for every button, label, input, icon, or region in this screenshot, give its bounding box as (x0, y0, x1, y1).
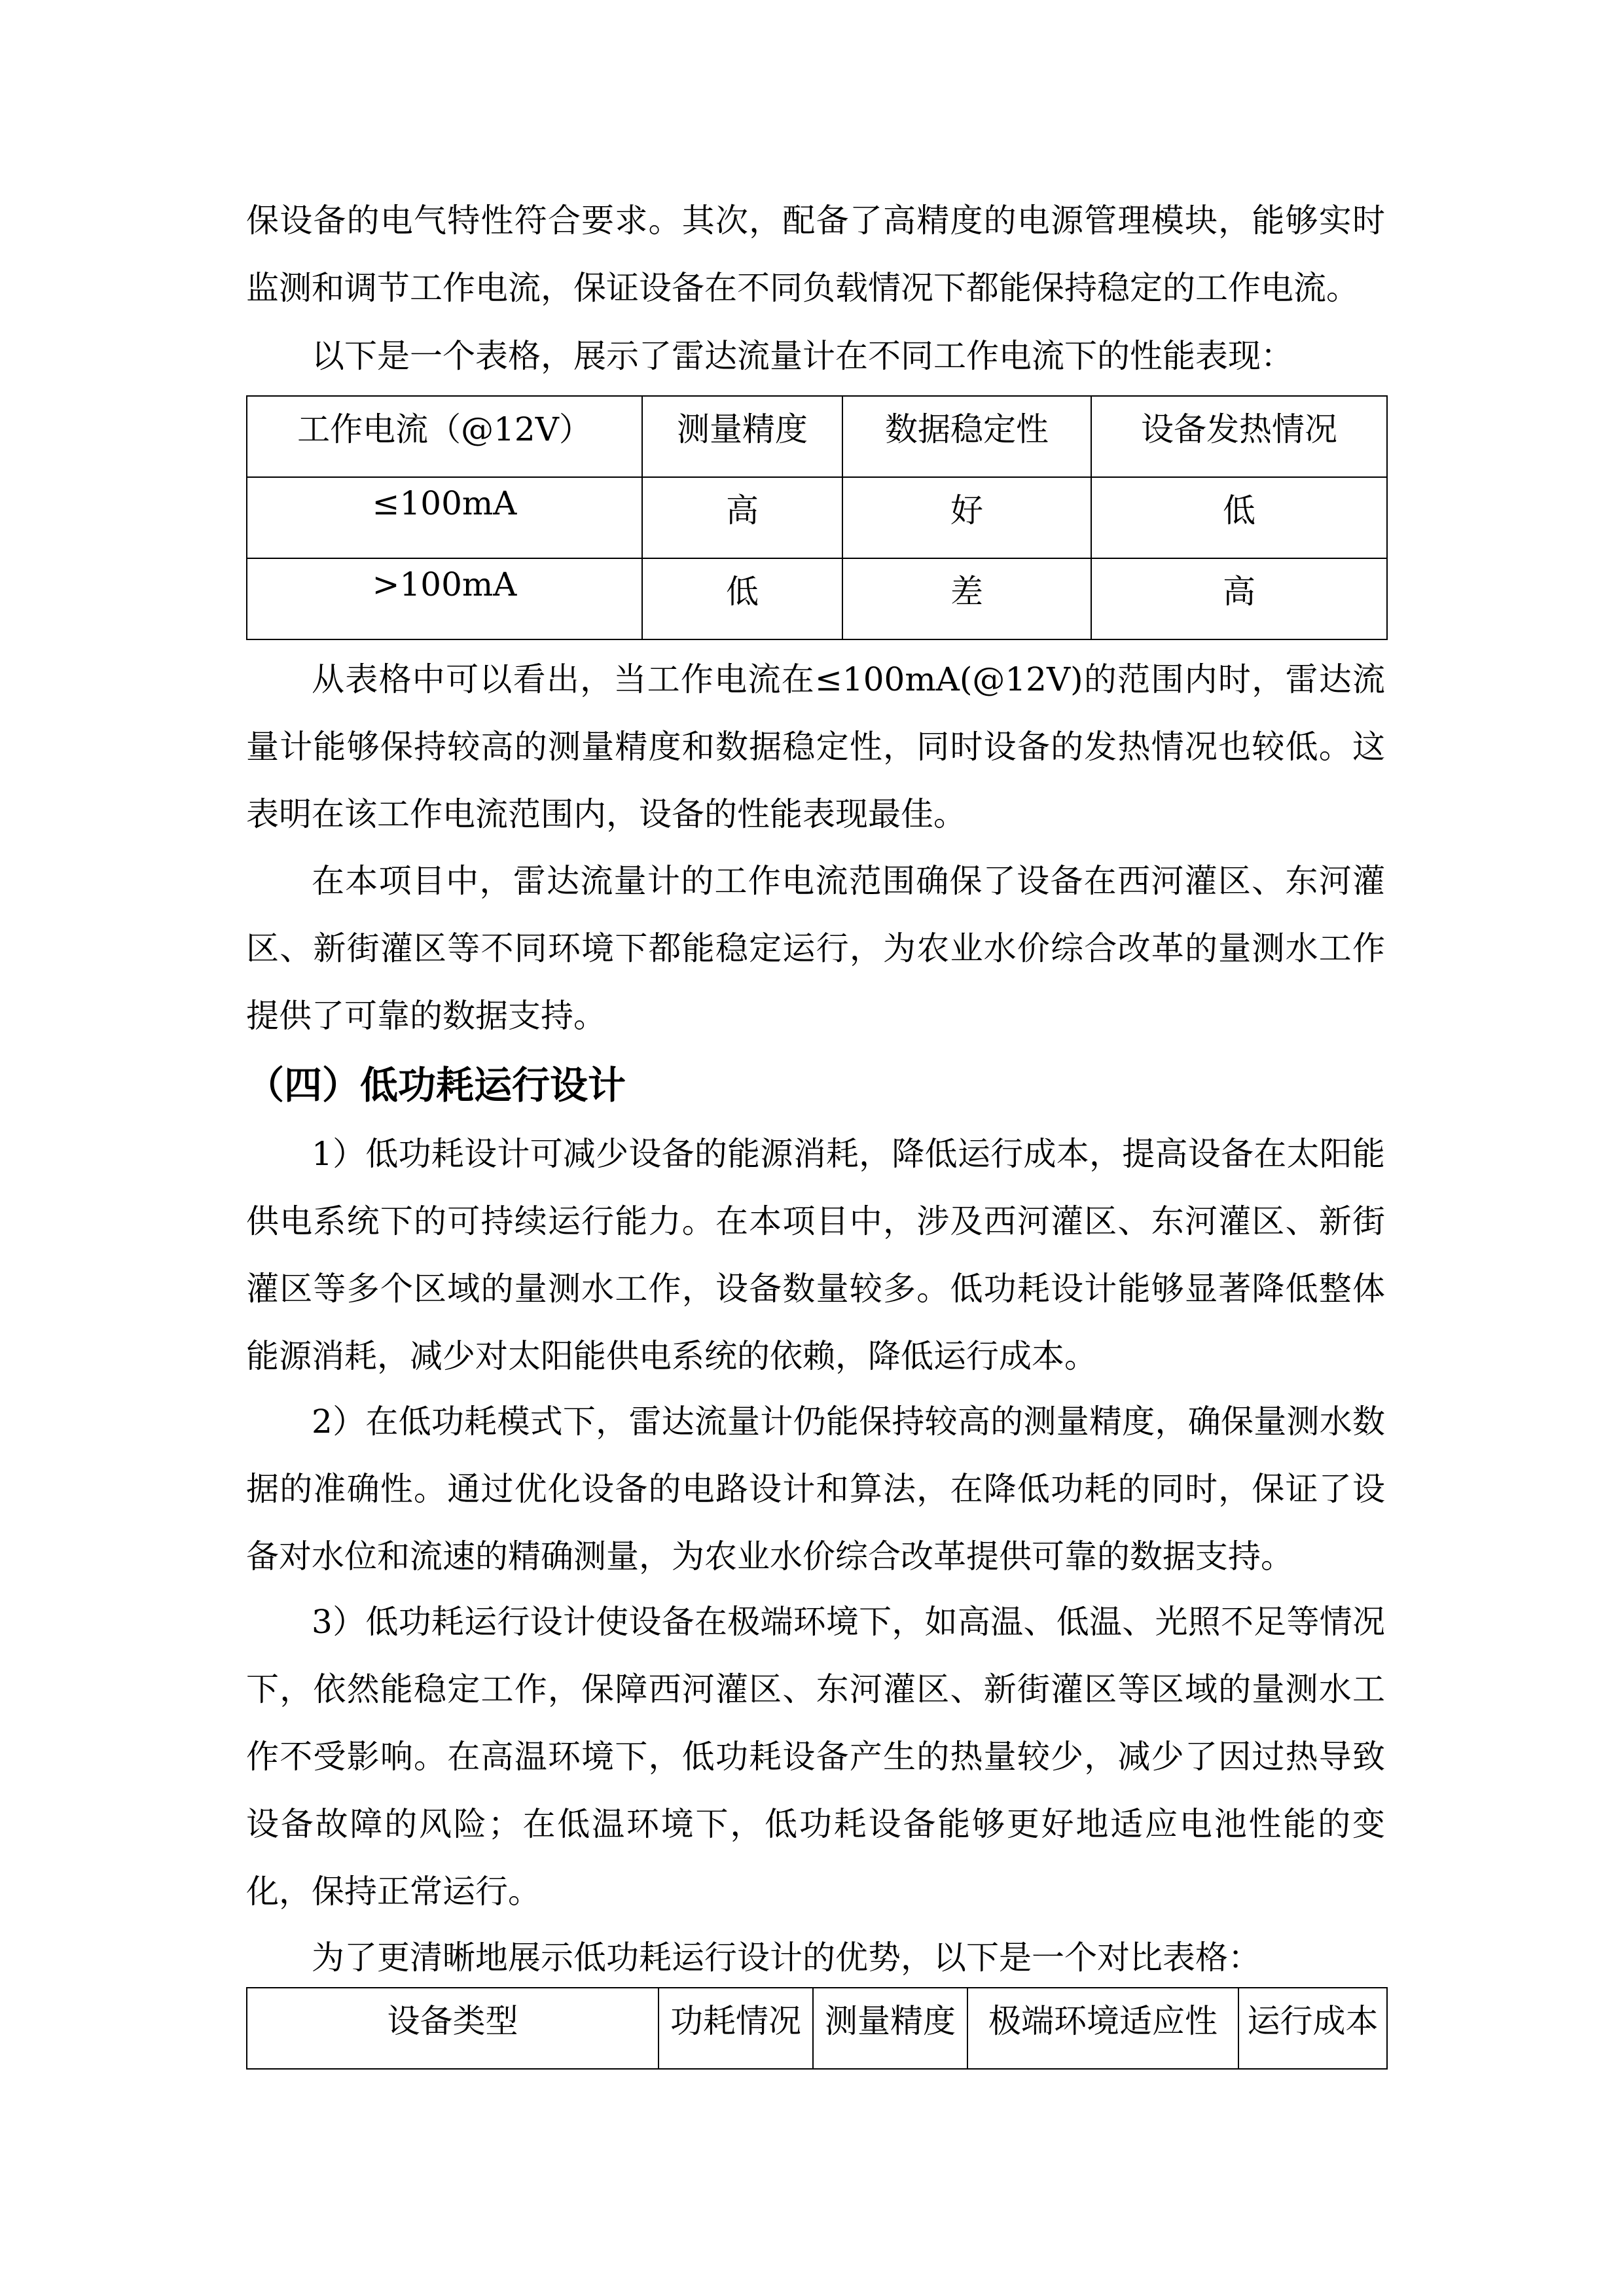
table-header-cell: 测量精度 (813, 1988, 967, 2069)
table-header-cell: 测量精度 (642, 396, 842, 477)
table-cell: 差 (842, 558, 1091, 639)
table-header-cell: 数据稳定性 (842, 396, 1091, 477)
table-cell: >100mA (247, 558, 642, 639)
paragraph-table1-analysis: 从表格中可以看出，当工作电流在≤100mA(@12V)的范围内时，雷达流量计能够保持较高的测量精度和数据稳定性，同时设备的发热情况也较低。这表明在该工作电流范围内，设备的性能表现最佳。 (246, 660, 1385, 833)
table-cell: 高 (1091, 558, 1387, 639)
table-header-cell: 功耗情况 (659, 1988, 813, 2069)
paragraph-low-power-point-2: 2）在低功耗模式下，雷达流量计仍能保持较高的测量精度，确保量测水数据的准确性。通过优化设备的电路设计和算法，在降低功耗的同时，保证了设备对水位和流速的精确测量，为农业水价综合改革提供可靠的数据支持。 (246, 1403, 1385, 1575)
table-header-cell: 设备类型 (247, 1988, 659, 2069)
table-cell: 低 (642, 558, 842, 639)
table-header-cell: 运行成本 (1238, 1988, 1387, 2069)
table-cell: 高 (642, 477, 842, 558)
paragraph-power-management: 保设备的电气特性符合要求。其次，配备了高精度的电源管理模块，能够实时监测和调节工作电流，保证设备在不同负载情况下都能保持稳定的工作电流。 (246, 202, 1385, 307)
table-cell: 低 (1091, 477, 1387, 558)
table-header-cell: 设备发热情况 (1091, 396, 1387, 477)
table-header-cell: 工作电流（@12V） (247, 396, 642, 477)
current-performance-table (246, 395, 1388, 640)
table-header-row (247, 1988, 1387, 2069)
paragraph-table1-intro: 以下是一个表格，展示了雷达流量计在不同工作电流下的性能表现： (312, 337, 1293, 375)
table-cell: ≤100mA (247, 477, 642, 558)
table-header-row (247, 396, 1387, 477)
paragraph-project-application: 在本项目中，雷达流量计的工作电流范围确保了设备在西河灌区、东河灌区、新街灌区等不同环境下都能稳定运行，为农业水价综合改革的量测水工作提供了可靠的数据支持。 (246, 862, 1385, 1035)
table-header-cell: 极端环境适应性 (967, 1988, 1238, 2069)
table-row (247, 477, 1387, 558)
low-power-comparison-table (246, 1987, 1388, 2070)
table-cell: 好 (842, 477, 1091, 558)
table-row (247, 558, 1387, 639)
paragraph-table2-intro: 为了更清晰地展示低功耗运行设计的优势，以下是一个对比表格： (312, 1939, 1261, 1977)
paragraph-low-power-point-1: 1）低功耗设计可减少设备的能源消耗，降低运行成本，提高设备在太阳能供电系统下的可持续运行能力。在本项目中，涉及西河灌区、东河灌区、新街灌区等多个区域的量测水工作，设备数量较多。低功耗设计能够显著降低整体能源消耗，减少对太阳能供电系统的依赖，降低运行成本。 (246, 1135, 1385, 1375)
section-heading-low-power: （四）低功耗运行设计 (246, 1063, 626, 1107)
paragraph-low-power-point-3: 3）低功耗运行设计使设备在极端环境下，如高温、低温、光照不足等情况下，依然能稳定工作，保障西河灌区、东河灌区、新街灌区等区域的量测水工作不受影响。在高温环境下，低功耗设备产生的热量较少，减少了因过热导致设备故障的风险；在低温环境下，低功耗设备能够更好地适应电池性能的变化，保持正常运行。 (246, 1603, 1385, 1910)
